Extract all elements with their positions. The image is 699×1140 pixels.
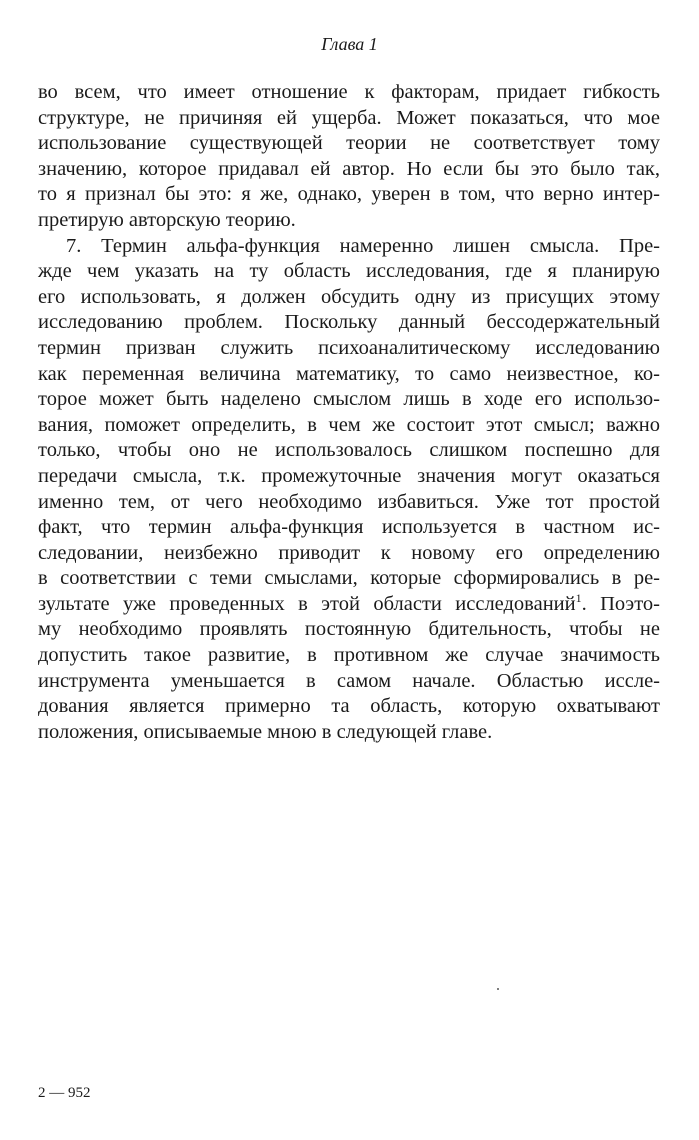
paragraph	[38, 80, 660, 234]
text-line: термин призван служить психоаналитическому исследованию	[38, 336, 660, 359]
text-line: структуре, не причиняя ей ущерба. Может показаться, что мое	[38, 106, 660, 129]
text-line: допустить такое развитие, в противном же случае значимость	[38, 644, 660, 667]
text-line: только, чтобы оно не использовалось слишком поспешно для	[38, 439, 660, 462]
text-line: дования является примерно та область, которую охватывают	[38, 695, 660, 718]
text-line: инструмента уменьшается в самом начале. Областью иссле-	[38, 669, 660, 692]
text-line: во всем, что имеет отношение к факторам, придает гибкость	[38, 81, 660, 103]
text-line: 7. Термин альфа-функция намеренно лишен смысла. Пре-	[66, 234, 660, 257]
text-line: положения, описываемые мною в следующей главе.	[38, 720, 493, 743]
text-line: жде чем указать на ту область исследования, где я планирую	[38, 260, 660, 283]
text-fragment: . Поэто-	[581, 592, 661, 615]
text-line: му необходимо проявлять постоянную бдительность, чтобы не	[38, 618, 660, 641]
footnote-reference[interactable]: 1	[575, 591, 582, 606]
text-line: вания, поможет определить, в чем же состоит этот смысл; важно	[38, 413, 660, 436]
running-head: Глава 1	[321, 34, 378, 54]
printer-signature: 2 — 952	[38, 1085, 91, 1101]
text-line: в соответствии с теми смыслами, которые сформировались в ре-	[38, 567, 660, 590]
text-line: то я признал бы это: я же, однако, уверен в том, что верно интер-	[38, 183, 660, 206]
body-text	[38, 80, 660, 745]
text-line: значению, которое придавал ей автор. Но если бы это было так,	[38, 157, 660, 180]
print-speck	[497, 988, 499, 990]
text-line: торое может быть наделено смыслом лишь в ходе его использо-	[38, 388, 660, 411]
paragraph	[38, 234, 660, 746]
text-line: его использовать, я должен обсудить одну из присущих этому	[38, 285, 660, 308]
text-line-with-footnote	[38, 592, 660, 618]
text-line: использование существующей теории не соответствует тому	[38, 132, 660, 155]
text-line: претирую авторскую теорию.	[38, 208, 296, 231]
text-line: как переменная величина математику, то само неизвестное, ко-	[38, 362, 660, 385]
text-line: следовании, неизбежно приводит к новому его определению	[38, 541, 660, 564]
text-line: именно тем, от чего необходимо избавиться. Уже тот простой	[38, 490, 660, 513]
text-line: исследованию проблем. Поскольку данный бессодержательный	[38, 311, 660, 334]
text-line: факт, что термин альфа-функция используется в частном ис-	[38, 516, 660, 539]
text-fragment: зультате уже проведенных в этой области исследований	[38, 592, 576, 615]
text-line: передачи смысла, т.к. промежуточные значения могут оказаться	[38, 464, 660, 487]
